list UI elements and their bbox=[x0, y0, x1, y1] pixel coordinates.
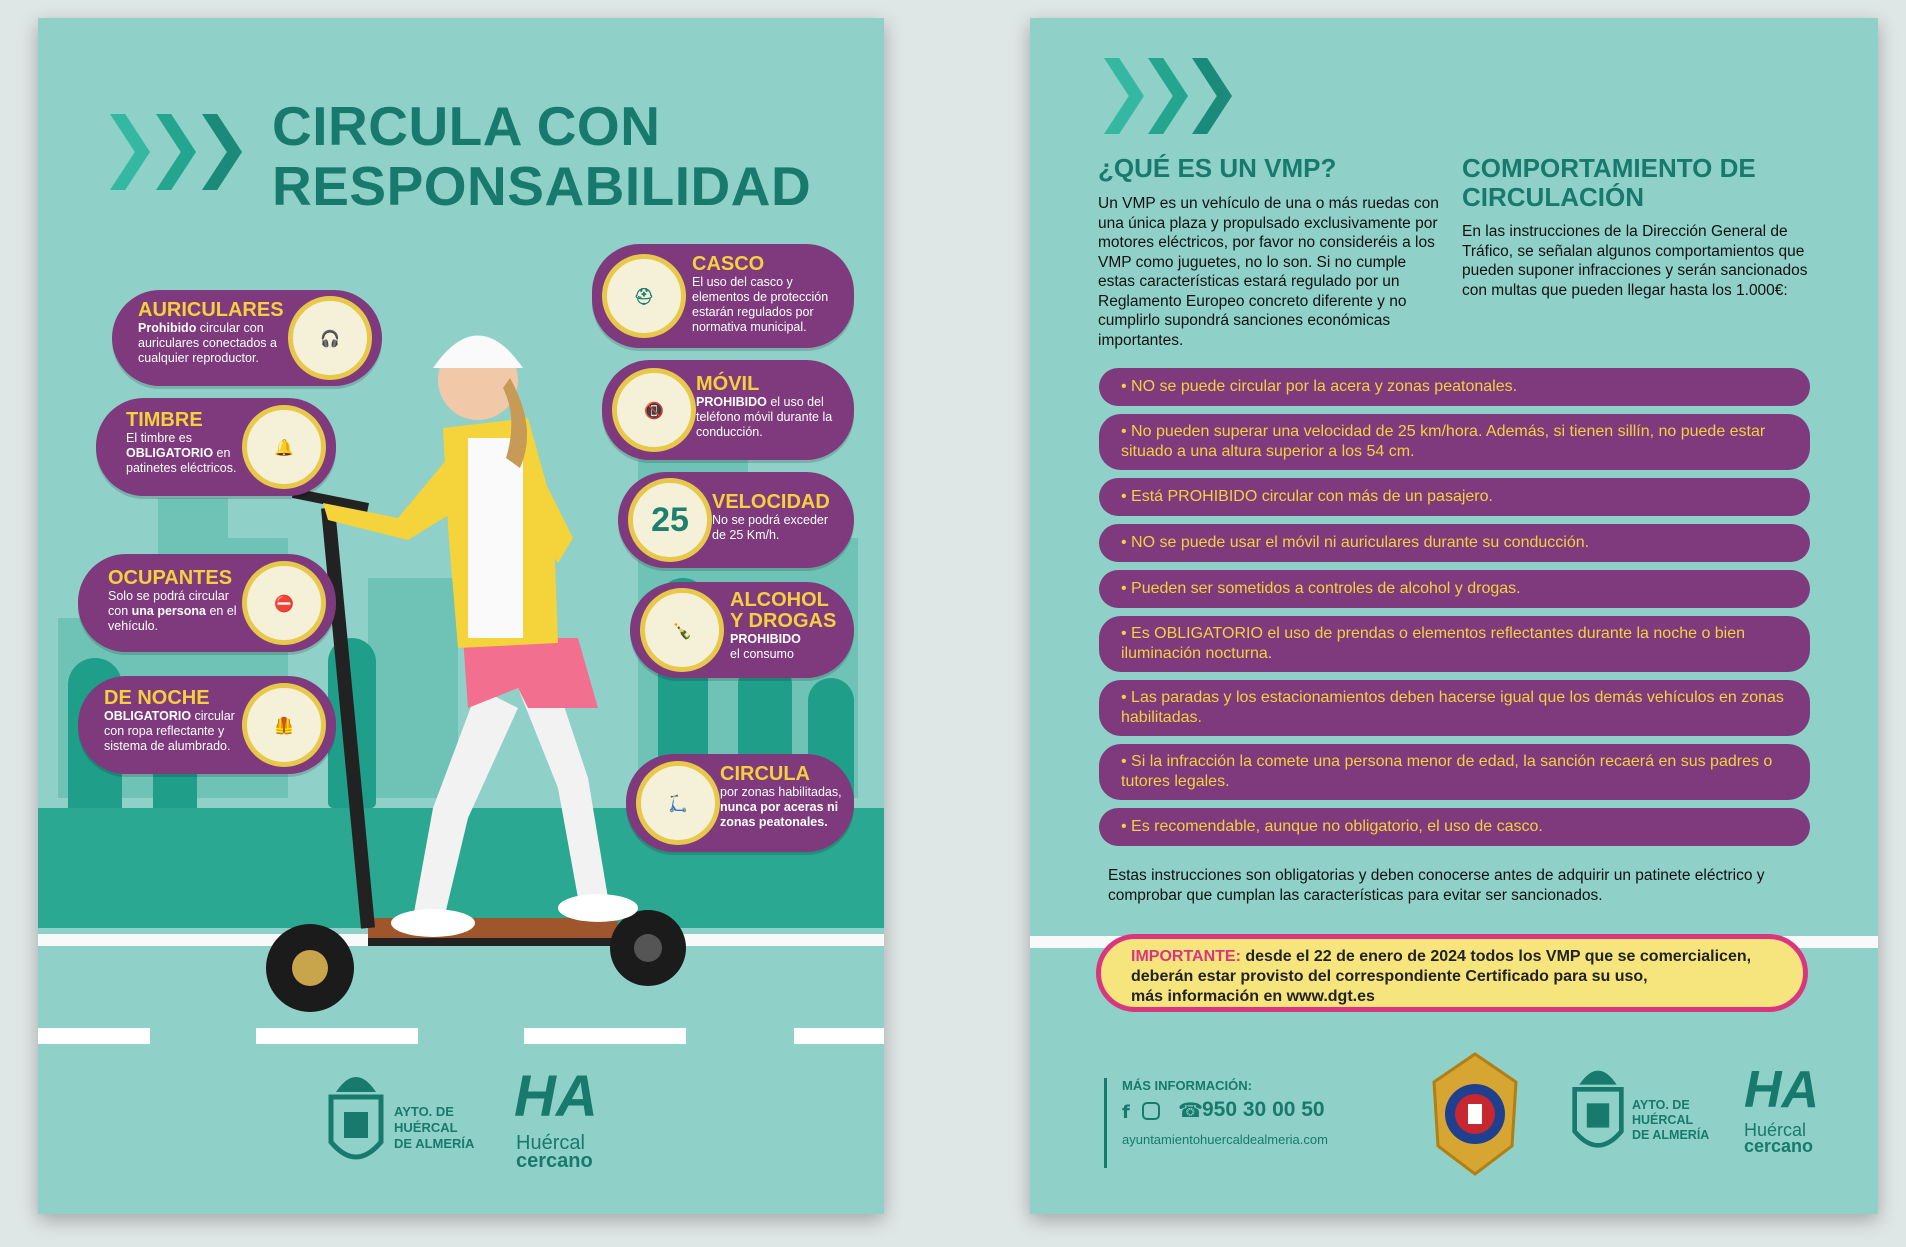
chevron-icon bbox=[1148, 58, 1188, 134]
card-heading: DE NOCHE bbox=[104, 687, 210, 709]
huercal-shield-icon bbox=[326, 1062, 386, 1172]
rule-item: • Si la infracción la comete una persona menor de edad, la sanción recaerá en sus padres o tutores legales. bbox=[1099, 744, 1810, 800]
back-poster bbox=[1030, 18, 1878, 1214]
text-que-es-vmp: Un VMP es un vehículo de una o más ruedas con una única plaza y propulsado exclusivamente por motores eléctricos, por favor no consideréis a los VMP como juguetes, no lo son. Si no cumple estas características estará regulado por un Reglamento Europeo concreto diferente y no cumplirlo supondrá sanciones económicas importantes. bbox=[1098, 195, 1439, 349]
scooter-icon: 🛴 bbox=[636, 761, 720, 845]
card-text: El uso del casco y elementos de protección estarán regulados por normativa municipal. bbox=[692, 275, 829, 334]
card-heading: TIMBRE bbox=[126, 409, 203, 431]
rule-item: • Las paradas y los estacionamientos deben hacerse igual que los demás vehículos en zonas habilitadas. bbox=[1099, 680, 1810, 736]
card-heading: MÓVIL bbox=[696, 373, 760, 395]
speed-limit-icon: 25 bbox=[628, 478, 712, 562]
card-text: Solo se podrá circular con bbox=[108, 589, 229, 618]
card-ocupantes bbox=[78, 554, 336, 652]
instagram-icon[interactable] bbox=[1142, 1102, 1160, 1120]
logo-ayto-text: AYTO. DE HUÉRCAL DE ALMERÍA bbox=[1632, 1098, 1710, 1142]
card-text: No se podrá exceder de 25 Km/h. bbox=[712, 513, 829, 542]
poster-title bbox=[272, 96, 811, 216]
logo-ha-text: Huércal cercano bbox=[516, 1132, 593, 1172]
text-comportamiento: En las instrucciones de la Dirección General de Tráfico, se señalan algunos comportamientos que pueden suponer infracciones y serán sancionados con multas que pueden llegar hasta los 1.000€: bbox=[1462, 223, 1808, 299]
card-text: por zonas habilitadas, bbox=[720, 785, 842, 799]
chevron-icon bbox=[110, 114, 150, 190]
mobile-prohibited-icon: 📵 bbox=[612, 368, 696, 452]
passengers-prohibited-icon: ⛔ bbox=[242, 561, 326, 645]
rule-item: • Está PROHIBIDO circular con más de un pasajero. bbox=[1099, 478, 1810, 516]
road-dash bbox=[524, 1028, 686, 1044]
bottles-icon: 🍾 bbox=[640, 588, 724, 672]
card-heading: VELOCIDAD bbox=[712, 491, 830, 513]
huercal-shield-icon bbox=[1570, 1056, 1626, 1160]
chevron-icon bbox=[202, 114, 242, 190]
police-badge-icon bbox=[1428, 1052, 1522, 1176]
card-alcohol bbox=[630, 582, 854, 678]
card-heading: Y DROGAS bbox=[730, 610, 837, 632]
rule-item: • No pueden superar una velocidad de 25 km/hora. Además, si tienen sillín, no puede estar situado a una altura superior a los 54 cm. bbox=[1099, 414, 1810, 470]
card-bold: Prohibido bbox=[138, 321, 197, 335]
card-auriculares bbox=[112, 290, 382, 386]
card-de-noche bbox=[78, 676, 336, 774]
chevron-icon bbox=[156, 114, 196, 190]
card-timbre bbox=[96, 398, 336, 496]
card-bold: nunca por aceras ni zonas peatonales. bbox=[720, 800, 839, 829]
reflective-vest-icon: 🦺 bbox=[242, 683, 326, 767]
logo-ha-mark: HA bbox=[514, 1064, 598, 1129]
website-link[interactable]: ayuntamientohuercaldealmeria.com bbox=[1122, 1132, 1328, 1147]
card-text: circular con auriculares conectados a cualquier reproductor. bbox=[138, 321, 277, 365]
card-bold: PROHIBIDO bbox=[730, 632, 801, 646]
card-heading: AURICULARES bbox=[138, 299, 284, 321]
heading-comportamiento: COMPORTAMIENTO DE CIRCULACIÓN bbox=[1462, 153, 1756, 212]
card-heading: OCUPANTES bbox=[108, 567, 233, 589]
logo-ha-mark: HA bbox=[1744, 1061, 1820, 1119]
phone-number: 950 30 00 50 bbox=[1202, 1098, 1325, 1121]
logo-ha-text: Huércal cercano bbox=[1744, 1120, 1814, 1156]
chevron-icon bbox=[1192, 58, 1232, 134]
logo-ayto-text: AYTO. DE HUÉRCAL DE ALMERÍA bbox=[394, 1104, 475, 1151]
important-text: más información en www.dgt.es bbox=[1131, 988, 1375, 1005]
facebook-icon[interactable]: f bbox=[1122, 1102, 1130, 1123]
card-casco bbox=[592, 244, 854, 348]
road-dash bbox=[256, 1028, 418, 1044]
road-dash bbox=[794, 1028, 884, 1044]
rule-item: • Es recomendable, aunque no obligatorio, el uso de casco. bbox=[1099, 808, 1810, 846]
road-dash bbox=[38, 1028, 150, 1044]
rule-item: • Pueden ser sometidos a controles de alcohol y drogas. bbox=[1099, 570, 1810, 608]
card-text: el uso del teléfono móvil durante la conducción. bbox=[696, 395, 833, 439]
card-text: el consumo bbox=[730, 647, 794, 661]
rule-item: • NO se puede circular por la acera y zonas peatonales. bbox=[1099, 368, 1810, 406]
important-text: desde el 22 de enero de 2024 todos los VMP que se comercialicen, bbox=[1240, 948, 1752, 965]
card-heading: ALCOHOL bbox=[730, 589, 829, 611]
rule-item: • Es OBLIGATORIO el uso de prendas o elementos reflectantes durante la noche o bien iluminación nocturna. bbox=[1099, 616, 1810, 672]
card-text: circular con ropa reflectante y sistema de alumbrado. bbox=[104, 709, 235, 753]
divider bbox=[1104, 1078, 1107, 1168]
important-notice bbox=[1096, 934, 1808, 1012]
helmet-icon: ⛑ bbox=[602, 254, 686, 338]
card-bold: una persona bbox=[131, 604, 206, 618]
card-heading: CASCO bbox=[692, 253, 765, 275]
important-text: deberán estar provisto del correspondiente Certificado para su uso, bbox=[1131, 968, 1648, 985]
front-poster bbox=[38, 18, 884, 1214]
title-line-1: CIRCULA CON bbox=[272, 95, 661, 157]
chevron-icon bbox=[1104, 58, 1144, 134]
card-text: en el vehículo. bbox=[108, 604, 237, 633]
card-movil bbox=[602, 360, 854, 460]
card-circula bbox=[626, 754, 854, 852]
card-bold: OBLIGATORIO bbox=[104, 709, 192, 723]
headphones-prohibited-icon: 🎧 bbox=[288, 296, 372, 380]
mas-informacion-label: MÁS INFORMACIÓN: bbox=[1122, 1078, 1252, 1093]
card-text: en patinetes eléctricos. bbox=[126, 446, 237, 475]
bell-icon: 🔔 bbox=[242, 405, 326, 489]
closing-text: Estas instrucciones son obligatorias y deben conocerse antes de adquirir un patinete eléctrico y comprobar que cumplan las características para evitar ser sancionados. bbox=[1108, 867, 1765, 904]
card-bold: PROHIBIDO bbox=[696, 395, 767, 409]
card-velocidad bbox=[618, 472, 854, 568]
card-bold: OBLIGATORIO bbox=[126, 446, 214, 460]
phone-icon: ☎ bbox=[1178, 1098, 1203, 1122]
important-label: IMPORTANTE: bbox=[1131, 948, 1241, 965]
heading-que-es-vmp: ¿QUÉ ES UN VMP? bbox=[1098, 153, 1337, 183]
rule-item: • NO se puede usar el móvil ni auriculares durante su conducción. bbox=[1099, 524, 1810, 562]
card-text: El timbre es bbox=[126, 431, 192, 445]
title-line-2: RESPONSABILIDAD bbox=[272, 155, 812, 217]
card-heading: CIRCULA bbox=[720, 763, 810, 785]
